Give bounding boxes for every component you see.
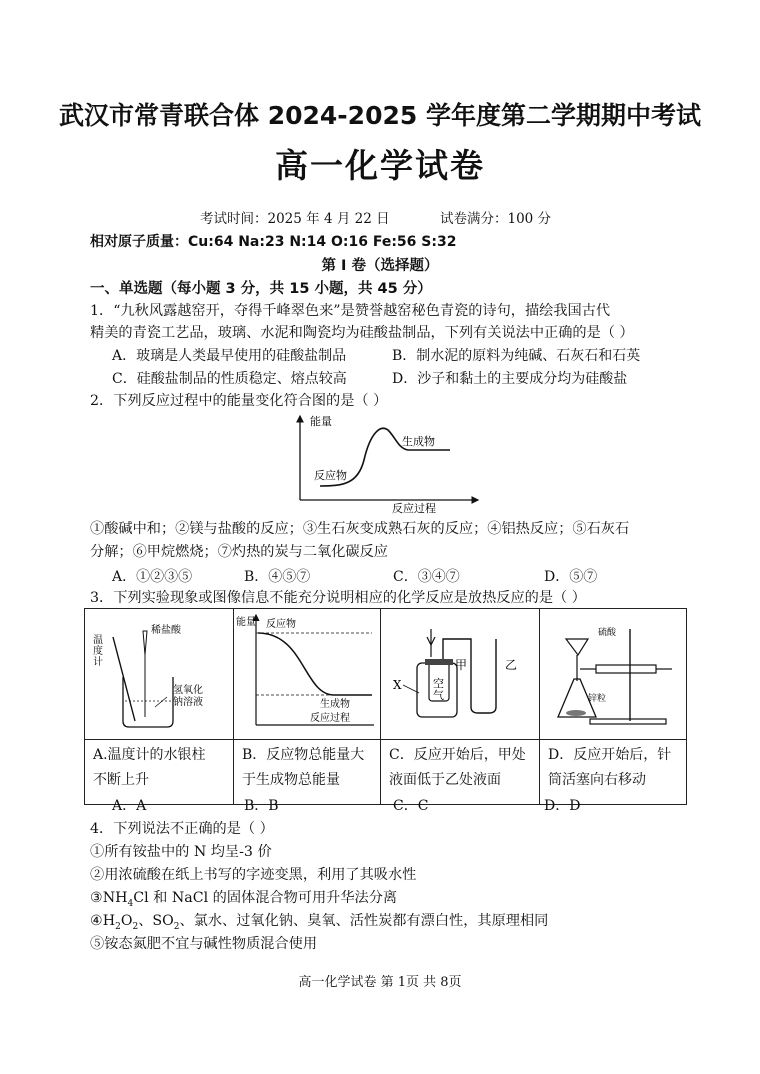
q2-x-label: 反应过程 [392, 502, 436, 514]
q3-cell-a-line1: A.温度计的水银柱 [93, 747, 206, 763]
q2-energy-diagram [288, 408, 488, 514]
q3-cell-b-line1: B．反应物总能量大 [242, 747, 365, 763]
exam-time: 考试时间：2025 年 4 月 22 日 [200, 211, 390, 227]
page-footer: 高一化学试卷 第 1页 共 8页 [298, 975, 462, 990]
q3b-x-label: 反应过程 [310, 713, 350, 724]
q3a-naoh-label2: 钠溶液 [173, 697, 203, 708]
q3c-air-label2: 气 [433, 689, 444, 702]
q3-option-a: A．A [112, 798, 147, 814]
q2-option-c: C．③④⑦ [393, 569, 460, 585]
q3d-zinc-label: 锌粒 [588, 694, 607, 704]
q3-cell-d-line1: D．反应开始后，针 [548, 747, 672, 763]
q3c-air-label1: 空 [433, 677, 444, 690]
atomic-masses: 相对原子质量：Cu:64 Na:23 N:14 O:16 Fe:56 S:32 [90, 234, 457, 250]
q3-stem: 3．下列实验现象或图像信息不能充分说明相应的化学反应是放热反应的是（ ） [90, 590, 586, 606]
q3-option-c: C．C [393, 798, 429, 814]
q1-option-c: C．硅酸盐制品的性质稳定、熔点较高 [112, 371, 347, 387]
full-score: 试卷满分：100 分 [440, 211, 552, 227]
q3a-naoh-label1: 氢氧化 [173, 685, 203, 696]
q1-option-d: D．沙子和黏土的主要成分均为硅酸盐 [392, 371, 628, 387]
q1-option-a: A．玻璃是人类最早使用的硅酸盐制品 [112, 348, 347, 364]
q3c-stopper [425, 659, 453, 665]
exam-title: 武汉市常青联合体 2024-2025 学年度第二学期期中考试 [59, 101, 701, 130]
q1-option-b: B．制水泥的原料为纯碱、石灰石和石英 [392, 348, 641, 364]
q3b-reactant-label: 反应物 [266, 619, 296, 630]
q3d-syringe [596, 665, 656, 673]
q3a-dropper [143, 631, 147, 655]
q3-figure-b [234, 609, 381, 740]
q3a-acid-label: 稀盐酸 [151, 625, 181, 636]
q2-product-label: 生成物 [402, 435, 435, 448]
q3-u-tube-figure [381, 609, 539, 735]
q2-stem: 2．下列反应过程中的能量变化符合图的是（ ） [90, 393, 388, 409]
q3c-u-tube [443, 639, 496, 713]
q3-figure-c [381, 609, 540, 740]
q1-stem-line2: 精美的青瓷工艺品，玻璃、水泥和陶瓷均为硅酸盐制品，下列有关说法中正确的是（ ） [90, 325, 634, 341]
q4-stem: 4．下列说法不正确的是（ ） [90, 821, 274, 837]
q3-beaker-figure [85, 609, 233, 735]
q2-option-a: A．①②③⑤ [112, 569, 193, 585]
q3-figure-a [85, 609, 234, 740]
q3-cell-a-line2: 不断上升 [93, 772, 149, 788]
q4-item-4: $④H_2O_2$、$SO_2$、氯水、过氧化钠、臭氧、活性炭都有漂白性，其原理相同 [90, 913, 549, 932]
q2-reactant-label: 反应物 [314, 469, 347, 482]
q2-y-label: 能量 [310, 415, 332, 428]
section-heading: 一、单选题（每小题 3 分，共 15 小题，共 45 分） [90, 281, 432, 297]
q3-energy-graph [234, 609, 380, 735]
q3-cell-a [85, 740, 234, 805]
q3a-thermometer-label: 温度计 [93, 635, 103, 668]
q3b-y-label: 能量 [236, 617, 256, 628]
q3d-stand-base [590, 719, 666, 724]
q3-option-b: B．B [244, 798, 279, 814]
q2-items-line1: ①酸碱中和；②镁与盐酸的反应；③生石灰变成熟石灰的反应；④铝热反应；⑤石灰石 [90, 521, 630, 537]
q2-option-b: B．④⑤⑦ [244, 569, 311, 585]
subject-title: 高一化学试卷 [275, 146, 485, 185]
q3b-product-label: 生成物 [320, 699, 350, 710]
q3c-yi-label: 乙 [505, 658, 518, 672]
q2-items-line2: 分解；⑥甲烷燃烧；⑦灼热的炭与二氧化碳反应 [90, 544, 388, 560]
q3a-pointer [155, 697, 167, 707]
q2-option-d: D．⑤⑦ [544, 569, 598, 585]
q3d-funnel [566, 639, 588, 655]
q4-item-2: ②用浓硫酸在纸上书写的字迹变黑，利用了其吸水性 [90, 867, 417, 883]
q3-figure-d [540, 609, 687, 740]
q1-stem-line1: 1．“九秋风露越窑开，夺得千峰翠色来”是赞誉越窑秘色青瓷的诗句，描绘我国古代 [90, 303, 611, 319]
q3-cell-c-line2: 液面低于乙处液面 [389, 772, 501, 788]
q3-syringe-figure [540, 609, 686, 735]
q3-option-d: D．D [544, 798, 581, 814]
q4-item-1: ①所有铵盐中的 N 均呈-3 价 [90, 844, 272, 860]
q3c-x-label: X [393, 678, 402, 692]
q4-item-3: $③NH_4Cl$ 和 NaCl 的固体混合物可用升华法分离 [90, 890, 398, 909]
q3a-thermometer [113, 637, 135, 721]
q3-cell-b-line2: 于生成物总能量 [242, 772, 340, 788]
q3-table [84, 608, 687, 805]
part-title: 第 I 卷（选择题） [321, 258, 439, 274]
q3-cell-c-line1: C．反应开始后，甲处 [389, 747, 526, 763]
q3d-zinc [566, 710, 586, 716]
q3-cell-d-line2: 筒活塞向右移动 [548, 772, 646, 788]
q4-item-5: ⑤铵态氮肥不宜与碱性物质混合使用 [90, 936, 318, 952]
q3d-acid-label: 硫酸 [598, 628, 617, 638]
q3b-curve [258, 633, 372, 695]
q3c-jia-label: 甲 [455, 658, 468, 672]
